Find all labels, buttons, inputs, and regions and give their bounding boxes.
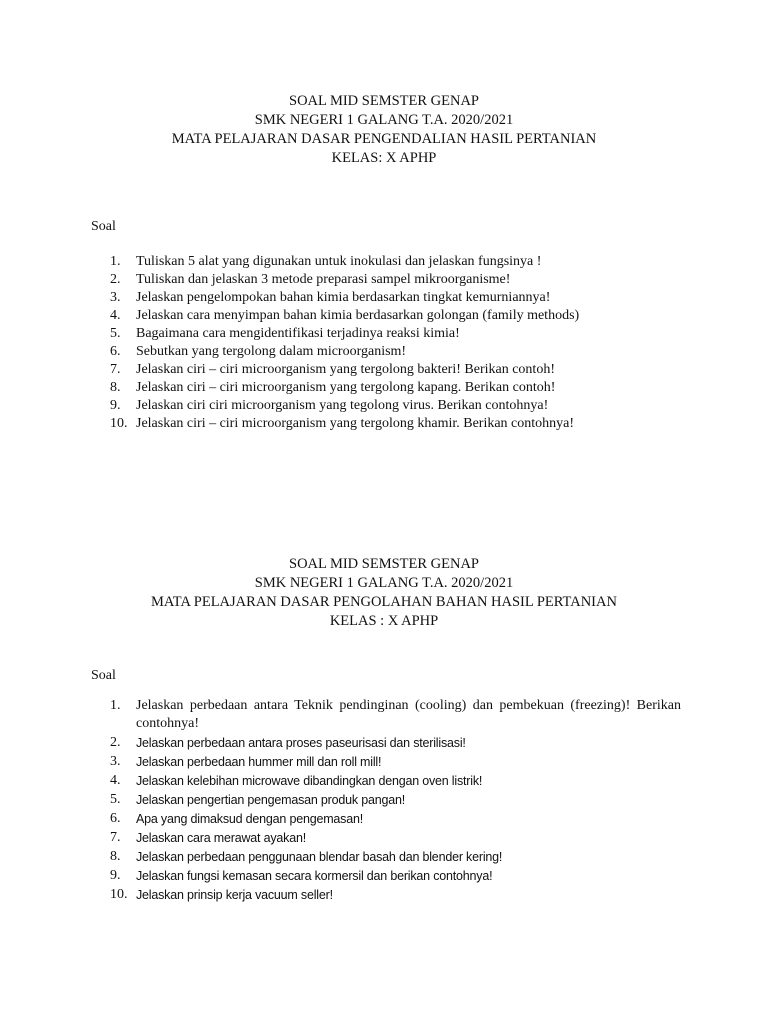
list-item: [0, 867, 768, 886]
item-text: Bagaimana cara mengidentifikasi terjadinya reaksi kimia!: [136, 326, 460, 341]
header-school: SMK NEGERI 1 GALANG T.A. 2020/2021: [254, 112, 514, 128]
list-item: [0, 253, 768, 271]
item-text: Jelaskan pengelompokan bahan kimia berdasarkan tingkat kemurniannya!: [136, 290, 551, 305]
list-item: [0, 734, 768, 753]
item-text: Jelaskan cara menyimpan bahan kimia berdasarkan golongan (family methods): [136, 308, 580, 323]
item-text: Jelaskan perbedaan penggunaan blendar basah dan blender kering!: [136, 850, 503, 864]
soal-label: Soal: [91, 668, 116, 683]
item-text: Sebutkan yang tergolong dalam microorganism!: [136, 344, 407, 359]
list-item: [0, 289, 768, 307]
soal-label: Soal: [91, 219, 116, 234]
list-item: [0, 307, 768, 325]
header-subject: MATA PELAJARAN DASAR PENGOLAHAN BAHAN HASIL PERTANIAN: [151, 594, 617, 610]
item-number: 4.: [110, 308, 121, 323]
list-item: [0, 697, 768, 733]
item-number: 4.: [110, 773, 121, 788]
item-number: 7.: [110, 830, 121, 845]
item-number: 3.: [110, 290, 121, 305]
item-number: 5.: [110, 792, 121, 807]
item-text: Tuliskan 5 alat yang digunakan untuk inokulasi dan jelaskan fungsinya !: [136, 254, 542, 269]
list-item: [0, 848, 768, 867]
item-text: Jelaskan perbedaan antara Teknik pendinginan (cooling) dan pembekuan (freezing)! Berikan contohnya!: [136, 698, 681, 731]
list-item: [0, 791, 768, 810]
item-number: 6.: [110, 344, 121, 359]
item-text: Jelaskan cara merawat ayakan!: [136, 831, 306, 845]
list-item: [0, 397, 768, 415]
item-text: Jelaskan ciri – ciri microorganism yang tergolong bakteri! Berikan contoh!: [136, 362, 555, 377]
list-item: [0, 886, 768, 905]
list-item: [0, 810, 768, 829]
item-number: 10.: [110, 887, 128, 902]
item-number: 2.: [110, 272, 121, 287]
list-item: [0, 415, 768, 433]
item-number: 9.: [110, 398, 121, 413]
item-text: Jelaskan ciri – ciri microorganism yang tergolong khamir. Berikan contohnya!: [136, 416, 575, 431]
list-item: [0, 379, 768, 397]
item-text: Jelaskan ciri ciri microorganism yang tegolong virus. Berikan contohnya!: [136, 398, 549, 413]
item-number: 3.: [110, 754, 121, 769]
item-number: 1.: [110, 698, 121, 713]
list-item: [0, 325, 768, 343]
item-text: Jelaskan prinsip kerja vacuum seller!: [136, 888, 333, 902]
item-text: Jelaskan pengertian pengemasan produk pangan!: [136, 793, 405, 807]
header-title: SOAL MID SEMSTER GENAP: [289, 93, 479, 109]
item-number: 8.: [110, 380, 121, 395]
list-item: [0, 343, 768, 361]
item-number: 1.: [110, 254, 121, 269]
list-item: [0, 772, 768, 791]
item-text: Jelaskan ciri – ciri microorganism yang tergolong kapang. Berikan contoh!: [136, 380, 556, 395]
list-item: [0, 829, 768, 848]
item-number: 2.: [110, 735, 121, 750]
header-school: SMK NEGERI 1 GALANG T.A. 2020/2021: [254, 575, 514, 591]
item-number: 5.: [110, 326, 121, 341]
header-class: KELAS: X APHP: [331, 150, 437, 166]
section-2-header: [0, 555, 768, 631]
header-class: KELAS : X APHP: [329, 613, 439, 629]
item-number: 9.: [110, 868, 121, 883]
item-text: Jelaskan perbedaan antara proses paseurisasi dan sterilisasi!: [136, 736, 466, 750]
list-item: [0, 271, 768, 289]
list-item: [0, 753, 768, 772]
header-subject: MATA PELAJARAN DASAR PENGENDALIAN HASIL PERTANIAN: [171, 131, 597, 147]
item-number: 6.: [110, 811, 121, 826]
item-number: 7.: [110, 362, 121, 377]
item-number: 8.: [110, 849, 121, 864]
item-text: Jelaskan fungsi kemasan secara kormersil dan berikan contohnya!: [136, 869, 493, 883]
item-text: Jelaskan perbedaan hummer mill dan roll mill!: [136, 755, 382, 769]
section-1-header: [0, 92, 768, 168]
item-text: Apa yang dimaksud dengan pengemasan!: [136, 812, 363, 826]
item-number: 10.: [110, 416, 128, 431]
question-list: [0, 253, 768, 433]
header-title: SOAL MID SEMSTER GENAP: [289, 556, 479, 572]
item-text: Jelaskan kelebihan microwave dibandingkan dengan oven listrik!: [136, 774, 483, 788]
item-text: Tuliskan dan jelaskan 3 metode preparasi sampel mikroorganisme!: [136, 272, 511, 287]
list-item: [0, 361, 768, 379]
question-list: [0, 697, 768, 905]
